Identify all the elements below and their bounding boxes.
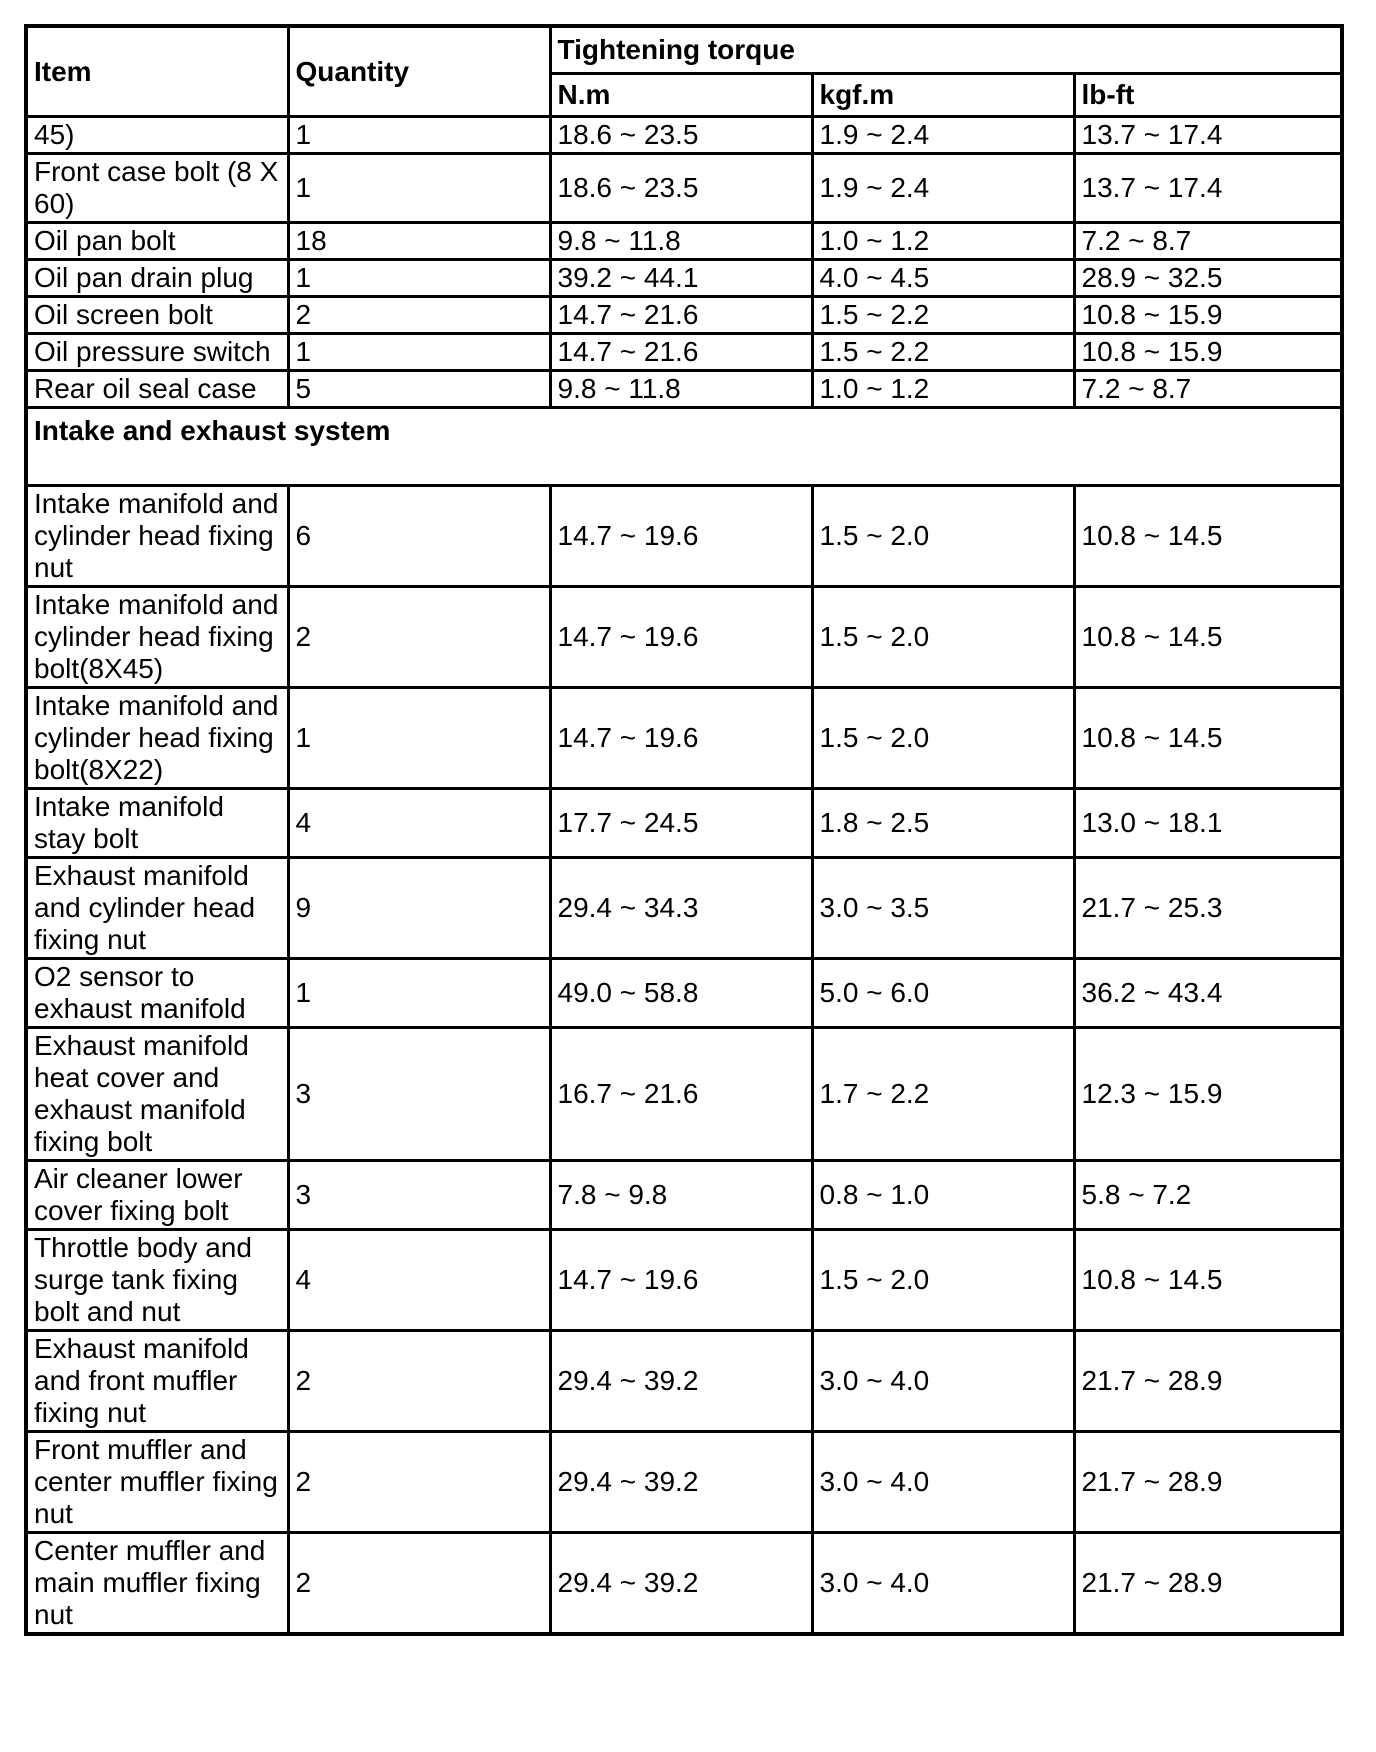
torque-kgfm-cell: 1.0 ~ 1.2 — [812, 371, 1074, 408]
header-quantity: Quantity — [288, 26, 550, 117]
table-row — [26, 587, 1342, 688]
torque-kgfm-cell: 1.5 ~ 2.0 — [812, 688, 1074, 789]
torque-kgfm-cell: 3.0 ~ 3.5 — [812, 858, 1074, 959]
quantity-cell: 6 — [288, 486, 550, 587]
torque-kgfm-cell: 1.7 ~ 2.2 — [812, 1028, 1074, 1161]
torque-nm-cell: 14.7 ~ 21.6 — [550, 297, 812, 334]
torque-lbft-cell: 12.3 ~ 15.9 — [1074, 1028, 1342, 1161]
quantity-cell: 2 — [288, 297, 550, 334]
torque-kgfm-cell: 1.5 ~ 2.0 — [812, 1230, 1074, 1331]
header-lbft: lb-ft — [1074, 74, 1342, 117]
table-row — [26, 334, 1342, 371]
torque-lbft-cell: 28.9 ~ 32.5 — [1074, 260, 1342, 297]
torque-nm-cell: 29.4 ~ 39.2 — [550, 1331, 812, 1432]
torque-nm-cell: 14.7 ~ 19.6 — [550, 688, 812, 789]
table-row — [26, 959, 1342, 1028]
torque-kgfm-cell: 3.0 ~ 4.0 — [812, 1331, 1074, 1432]
item-cell: Air cleaner lower cover fixing bolt — [26, 1161, 288, 1230]
table-row — [26, 117, 1342, 154]
torque-nm-cell: 14.7 ~ 19.6 — [550, 486, 812, 587]
header-item: Item — [26, 26, 288, 117]
quantity-cell: 1 — [288, 688, 550, 789]
torque-lbft-cell: 7.2 ~ 8.7 — [1074, 371, 1342, 408]
quantity-cell: 5 — [288, 371, 550, 408]
torque-nm-cell: 18.6 ~ 23.5 — [550, 154, 812, 223]
quantity-cell: 2 — [288, 587, 550, 688]
table-row — [26, 260, 1342, 297]
header-tightening-torque: Tightening torque — [550, 26, 1342, 74]
quantity-cell: 4 — [288, 1230, 550, 1331]
torque-kgfm-cell: 0.8 ~ 1.0 — [812, 1161, 1074, 1230]
torque-lbft-cell: 21.7 ~ 28.9 — [1074, 1432, 1342, 1533]
item-cell: Oil screen bolt — [26, 297, 288, 334]
table-row — [26, 223, 1342, 260]
item-cell: Intake manifold and cylinder head fixing nut — [26, 486, 288, 587]
torque-nm-cell: 49.0 ~ 58.8 — [550, 959, 812, 1028]
torque-kgfm-cell: 1.9 ~ 2.4 — [812, 117, 1074, 154]
torque-lbft-cell: 21.7 ~ 28.9 — [1074, 1331, 1342, 1432]
table-row — [26, 486, 1342, 587]
section-title: Intake and exhaust system — [26, 408, 1342, 486]
quantity-cell: 1 — [288, 154, 550, 223]
quantity-cell: 2 — [288, 1331, 550, 1432]
item-cell: Front case bolt (8 X 60) — [26, 154, 288, 223]
quantity-cell: 9 — [288, 858, 550, 959]
torque-nm-cell: 29.4 ~ 39.2 — [550, 1432, 812, 1533]
item-cell: Oil pressure switch — [26, 334, 288, 371]
item-cell: Intake manifold and cylinder head fixing bolt(8X45) — [26, 587, 288, 688]
torque-lbft-cell: 10.8 ~ 14.5 — [1074, 587, 1342, 688]
item-cell: O2 sensor to exhaust manifold — [26, 959, 288, 1028]
section-row — [26, 408, 1342, 486]
quantity-cell: 2 — [288, 1533, 550, 1635]
item-cell: Exhaust manifold and front muffler fixing nut — [26, 1331, 288, 1432]
item-cell: Front muffler and center muffler fixing nut — [26, 1432, 288, 1533]
table-row — [26, 1432, 1342, 1533]
item-cell: Rear oil seal case — [26, 371, 288, 408]
table-row — [26, 858, 1342, 959]
torque-lbft-cell: 10.8 ~ 14.5 — [1074, 688, 1342, 789]
quantity-cell: 1 — [288, 959, 550, 1028]
torque-lbft-cell: 13.7 ~ 17.4 — [1074, 117, 1342, 154]
torque-kgfm-cell: 1.9 ~ 2.4 — [812, 154, 1074, 223]
torque-nm-cell: 29.4 ~ 39.2 — [550, 1533, 812, 1635]
torque-spec-table — [24, 24, 1344, 1636]
table-row — [26, 297, 1342, 334]
torque-nm-cell: 9.8 ~ 11.8 — [550, 371, 812, 408]
header-kgfm: kgf.m — [812, 74, 1074, 117]
torque-lbft-cell: 21.7 ~ 25.3 — [1074, 858, 1342, 959]
torque-kgfm-cell: 5.0 ~ 6.0 — [812, 959, 1074, 1028]
torque-nm-cell: 16.7 ~ 21.6 — [550, 1028, 812, 1161]
torque-kgfm-cell: 3.0 ~ 4.0 — [812, 1533, 1074, 1635]
torque-kgfm-cell: 4.0 ~ 4.5 — [812, 260, 1074, 297]
torque-kgfm-cell: 1.8 ~ 2.5 — [812, 789, 1074, 858]
torque-kgfm-cell: 1.5 ~ 2.2 — [812, 297, 1074, 334]
torque-lbft-cell: 10.8 ~ 15.9 — [1074, 297, 1342, 334]
torque-lbft-cell: 21.7 ~ 28.9 — [1074, 1533, 1342, 1635]
item-cell: Oil pan bolt — [26, 223, 288, 260]
item-cell: Exhaust manifold heat cover and exhaust manifold fixing bolt — [26, 1028, 288, 1161]
quantity-cell: 4 — [288, 789, 550, 858]
torque-lbft-cell: 10.8 ~ 15.9 — [1074, 334, 1342, 371]
torque-kgfm-cell: 1.0 ~ 1.2 — [812, 223, 1074, 260]
torque-nm-cell: 14.7 ~ 19.6 — [550, 587, 812, 688]
torque-kgfm-cell: 3.0 ~ 4.0 — [812, 1432, 1074, 1533]
table-row — [26, 1331, 1342, 1432]
quantity-cell: 3 — [288, 1161, 550, 1230]
torque-nm-cell: 7.8 ~ 9.8 — [550, 1161, 812, 1230]
item-cell: Throttle body and surge tank fixing bolt and nut — [26, 1230, 288, 1331]
torque-kgfm-cell: 1.5 ~ 2.2 — [812, 334, 1074, 371]
item-cell: Intake manifold stay bolt — [26, 789, 288, 858]
torque-nm-cell: 18.6 ~ 23.5 — [550, 117, 812, 154]
torque-lbft-cell: 10.8 ~ 14.5 — [1074, 486, 1342, 587]
torque-nm-cell: 29.4 ~ 34.3 — [550, 858, 812, 959]
quantity-cell: 1 — [288, 117, 550, 154]
torque-lbft-cell: 7.2 ~ 8.7 — [1074, 223, 1342, 260]
item-cell: Exhaust manifold and cylinder head fixing nut — [26, 858, 288, 959]
table-row — [26, 1230, 1342, 1331]
table-row — [26, 688, 1342, 789]
table-row — [26, 154, 1342, 223]
table-row — [26, 1161, 1342, 1230]
torque-lbft-cell: 10.8 ~ 14.5 — [1074, 1230, 1342, 1331]
header-row-top — [26, 26, 1342, 74]
torque-nm-cell: 14.7 ~ 19.6 — [550, 1230, 812, 1331]
quantity-cell: 1 — [288, 260, 550, 297]
torque-lbft-cell: 13.0 ~ 18.1 — [1074, 789, 1342, 858]
quantity-cell: 2 — [288, 1432, 550, 1533]
item-cell: 45) — [26, 117, 288, 154]
header-nm: N.m — [550, 74, 812, 117]
torque-lbft-cell: 13.7 ~ 17.4 — [1074, 154, 1342, 223]
item-cell: Center muffler and main muffler fixing nut — [26, 1533, 288, 1635]
table-row — [26, 371, 1342, 408]
item-cell: Oil pan drain plug — [26, 260, 288, 297]
quantity-cell: 18 — [288, 223, 550, 260]
torque-lbft-cell: 5.8 ~ 7.2 — [1074, 1161, 1342, 1230]
quantity-cell: 1 — [288, 334, 550, 371]
torque-nm-cell: 17.7 ~ 24.5 — [550, 789, 812, 858]
table-row — [26, 1028, 1342, 1161]
torque-kgfm-cell: 1.5 ~ 2.0 — [812, 486, 1074, 587]
torque-kgfm-cell: 1.5 ~ 2.0 — [812, 587, 1074, 688]
quantity-cell: 3 — [288, 1028, 550, 1161]
torque-lbft-cell: 36.2 ~ 43.4 — [1074, 959, 1342, 1028]
torque-nm-cell: 9.8 ~ 11.8 — [550, 223, 812, 260]
table-row — [26, 789, 1342, 858]
torque-nm-cell: 39.2 ~ 44.1 — [550, 260, 812, 297]
item-cell: Intake manifold and cylinder head fixing bolt(8X22) — [26, 688, 288, 789]
torque-nm-cell: 14.7 ~ 21.6 — [550, 334, 812, 371]
table-row — [26, 1533, 1342, 1635]
